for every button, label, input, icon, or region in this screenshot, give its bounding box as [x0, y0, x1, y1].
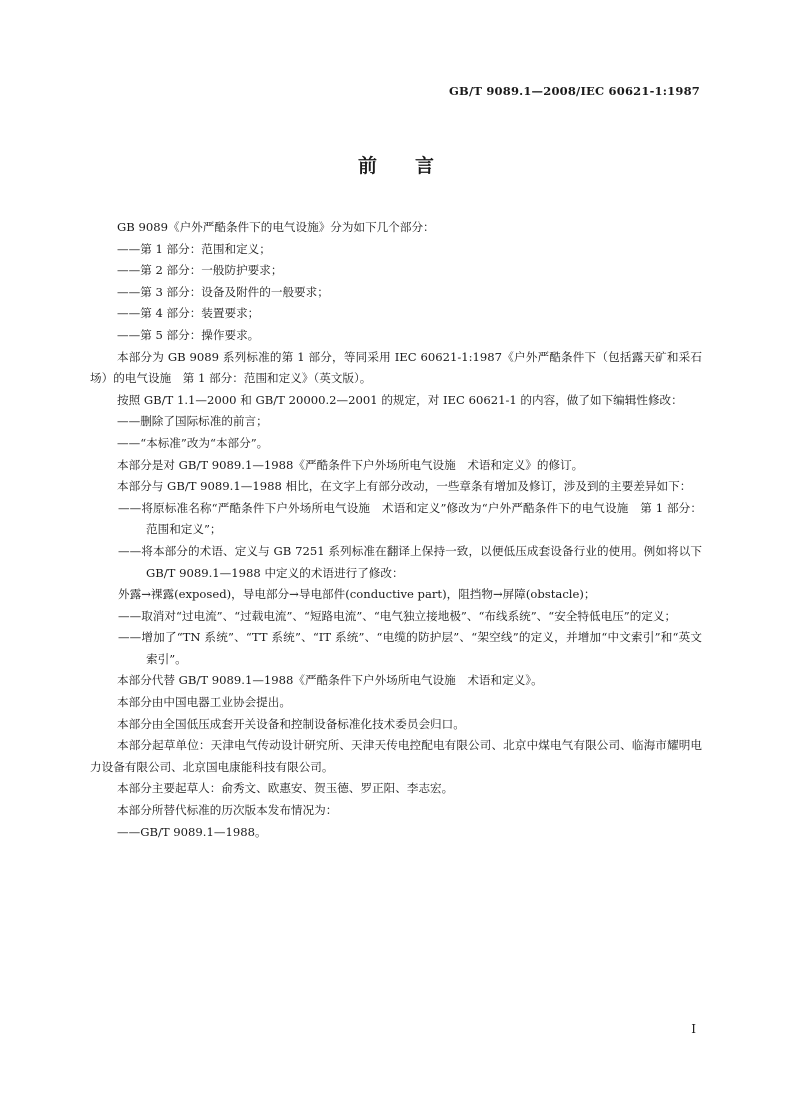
page-number: I — [691, 1022, 696, 1036]
term-change-line: 外露→裸露(exposed)，导电部分→导电部件(conductive part)，阻挡物→屏障(obstacle)； — [118, 587, 596, 602]
paragraph: 本部分由中国电器工业协会提出。 — [117, 695, 291, 710]
paragraph: 本部分是对 GB/T 9089.1—1988《严酷条件下户外场所电气设施 术语和定义》的修订。 — [117, 457, 584, 472]
list-item: ——第 1 部分：范围和定义； — [117, 241, 271, 256]
list-item: ——第 2 部分：一般防护要求； — [117, 263, 283, 278]
list-item: ——增加了“TN 系统”、“TT 系统”、“IT 系统”、“电缆的防护层”、“架空线”的定义，并增加“中文索引”和“英文索引”。 — [118, 630, 702, 666]
list-item: ——将本部分的术语、定义与 GB 7251 系列标准在翻译上保持一致，以便低压成套设备行业的使用。例如将以下 GB/T 9089.1—1988 中定义的术语进行了修改： — [118, 543, 702, 580]
paragraph: 本部分起草单位：天津电气传动设计研究所、天津天传电控配电有限公司、北京中煤电气有限公司、临海市耀明电力设备有限公司、北京国电康能科技有限公司。 — [90, 738, 702, 774]
foreword-body — [90, 217, 702, 843]
paragraph: GB 9089《户外严酷条件下的电气设施》分为如下几个部分： — [117, 220, 435, 234]
paragraph: 按照 GB/T 1.1—2000 和 GB/T 20000.2—2001 的规定，对 IEC 60621-1 的内容，做了如下编辑性修改： — [117, 392, 683, 407]
paragraph: 本部分代替 GB/T 9089.1—1988《严酷条件下户外场所电气设施 术语和定义》。 — [117, 673, 543, 688]
paragraph: 本部分为 GB 9089 系列标准的第 1 部分，等同采用 IEC 60621-1:1987《户外严酷条件下（包括露天矿和采石场）的电气设施 第 1 部分：范围和定义》（英文版）。 — [90, 349, 702, 386]
list-item: ——第 3 部分：设备及附件的一般要求； — [117, 284, 329, 299]
list-item: ——第 4 部分：装置要求； — [117, 306, 260, 321]
paragraph: 本部分所替代标准的历次版本发布情况为： — [117, 803, 338, 818]
list-item: ——第 5 部分：操作要求。 — [117, 327, 260, 342]
paragraph: 本部分由全国低压成套开关设备和控制设备标准化技术委员会归口。 — [117, 716, 465, 731]
page-title: 前言 — [357, 155, 472, 177]
standard-code-header: GB/T 9089.1—2008/IEC 60621-1:1987 — [449, 84, 700, 98]
list-item: ——“本标准”改为“本部分”。 — [117, 435, 269, 450]
list-item: ——取消对“过电流”、“过载电流”、“短路电流”、“电气独立接地极”、“布线系统”、“安全特低电压”的定义； — [118, 608, 677, 623]
list-item: ——删除了国际标准的前言； — [117, 414, 268, 429]
paragraph: 本部分主要起草人：俞秀文、欧惠安、贺玉德、罗正阳、李志宏。 — [117, 781, 454, 796]
paragraph: 本部分与 GB/T 9089.1—1988 相比，在文字上有部分改动，一些章条有增加及修订，涉及到的主要差异如下： — [117, 479, 692, 494]
list-item: ——GB/T 9089.1—1988。 — [117, 824, 267, 839]
list-item: ——将原标准名称“严酷条件下户外场所电气设施 术语和定义”修改为“户外严酷条件下的电气设施 第 1 部分：范围和定义”； — [118, 500, 702, 537]
